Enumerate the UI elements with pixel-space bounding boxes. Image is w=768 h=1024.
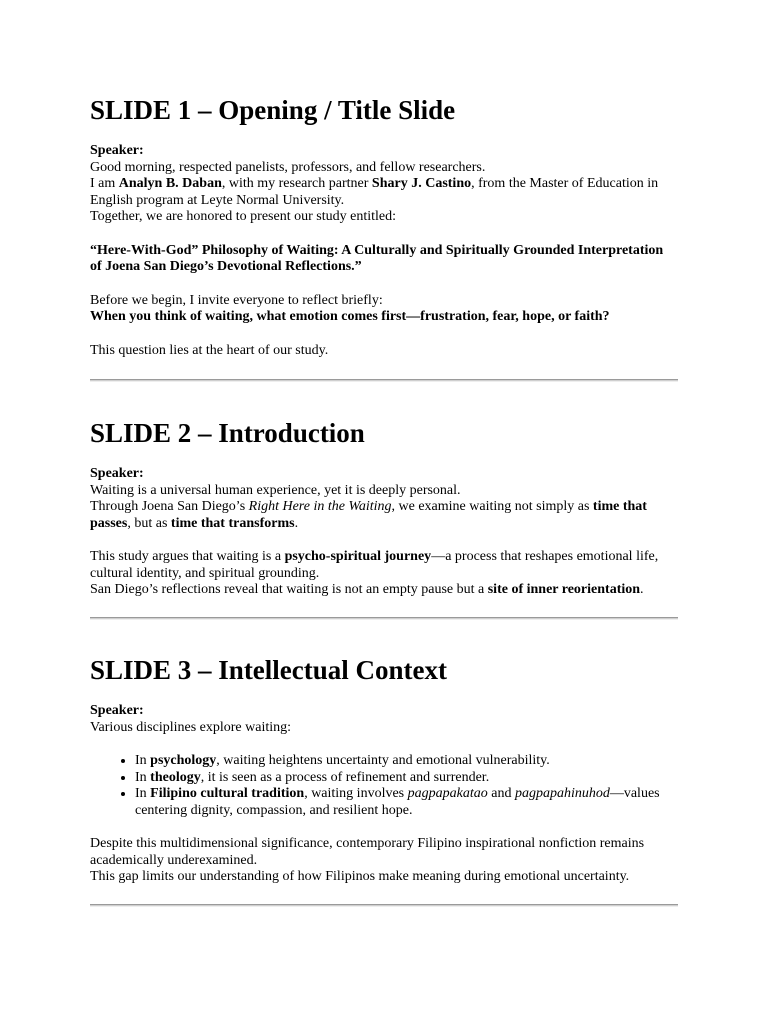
slide-3-section — [90, 654, 678, 886]
slide-3-line-3: This gap limits our understanding of how Filipinos make meaning during emotional uncertainty. — [90, 869, 630, 884]
slide-1-reflect-line: Before we begin, I invite everyone to reflect briefly: — [90, 292, 383, 308]
book-title: Right Here in the Waiting — [248, 499, 392, 514]
slide-3-heading: SLIDE 3 – Intellectual Context — [90, 655, 447, 685]
presenter-name-2: Shary J. Castino — [371, 176, 472, 191]
slide-1-speaker: Speaker: — [90, 143, 144, 158]
slide-1-introduction: I am Analyn B. Daban, with my research partner Shary J. Castino, from the Master of Education in English program at Leyte Normal University. — [90, 176, 659, 208]
slide-2-line-4: San Diego’s reflections reveal that waiting is not an empty pause but a site of inner reorientation. — [90, 582, 644, 597]
slide-2-line-1: Waiting is a universal human experience, yet it is deeply personal. — [90, 482, 461, 498]
presenter-name-1: Analyn B. Daban — [118, 176, 222, 191]
slide-3-line-1: Various disciplines explore waiting: — [90, 719, 292, 735]
slide-3-speaker: Speaker: — [90, 703, 144, 718]
slide-1-greeting: Good morning, respected panelists, professors, and fellow researchers. — [90, 159, 486, 175]
slide-2-section — [90, 417, 678, 599]
slide-1-closing: This question lies at the heart of our study. — [90, 342, 329, 358]
list-item: • In Filipino cultural tradition, waiting involves pagpapakatao and pagpapahinuhod—values centering dignity, compassion, and resilient hope. — [135, 786, 678, 819]
slide-1-present-line: Together, we are honored to present our study entitled: — [90, 209, 396, 224]
slide-2-line-3: This study argues that waiting is a psycho-spiritual journey—a process that reshapes emotional life, cultural identity, and spiritual grounding. — [90, 549, 659, 581]
divider-3 — [90, 904, 678, 907]
list-item: • In psychology, waiting heightens uncertainty and emotional vulnerability. — [135, 753, 678, 770]
slide-1-heading: SLIDE 1 – Opening / Title Slide — [90, 95, 456, 125]
slide-2-heading: SLIDE 2 – Introduction — [90, 418, 365, 448]
slide-1-section — [90, 94, 678, 359]
list-item: • In theology, it is seen as a process of refinement and surrender. — [135, 770, 678, 787]
divider-1 — [90, 379, 678, 382]
slide-2-speaker: Speaker: — [90, 466, 144, 481]
divider-2 — [90, 617, 678, 620]
slide-2-line-2: Through Joena San Diego’s Right Here in the Waiting, we examine waiting not simply as time that passes, but as time that transforms. — [90, 499, 647, 531]
study-title: “Here-With-God” Philosophy of Waiting: A Culturally and Spiritually Grounded Interpretation of Joena San Diego’s Devotional Reflections.” — [90, 242, 664, 274]
slide-1-question: When you think of waiting, what emotion comes first—frustration, fear, hope, or faith? — [90, 309, 610, 324]
disciplines-list — [90, 753, 678, 819]
slide-3-line-2: Despite this multidimensional significance, contemporary Filipino inspirational nonfiction remains academically underexamined. — [90, 836, 645, 868]
